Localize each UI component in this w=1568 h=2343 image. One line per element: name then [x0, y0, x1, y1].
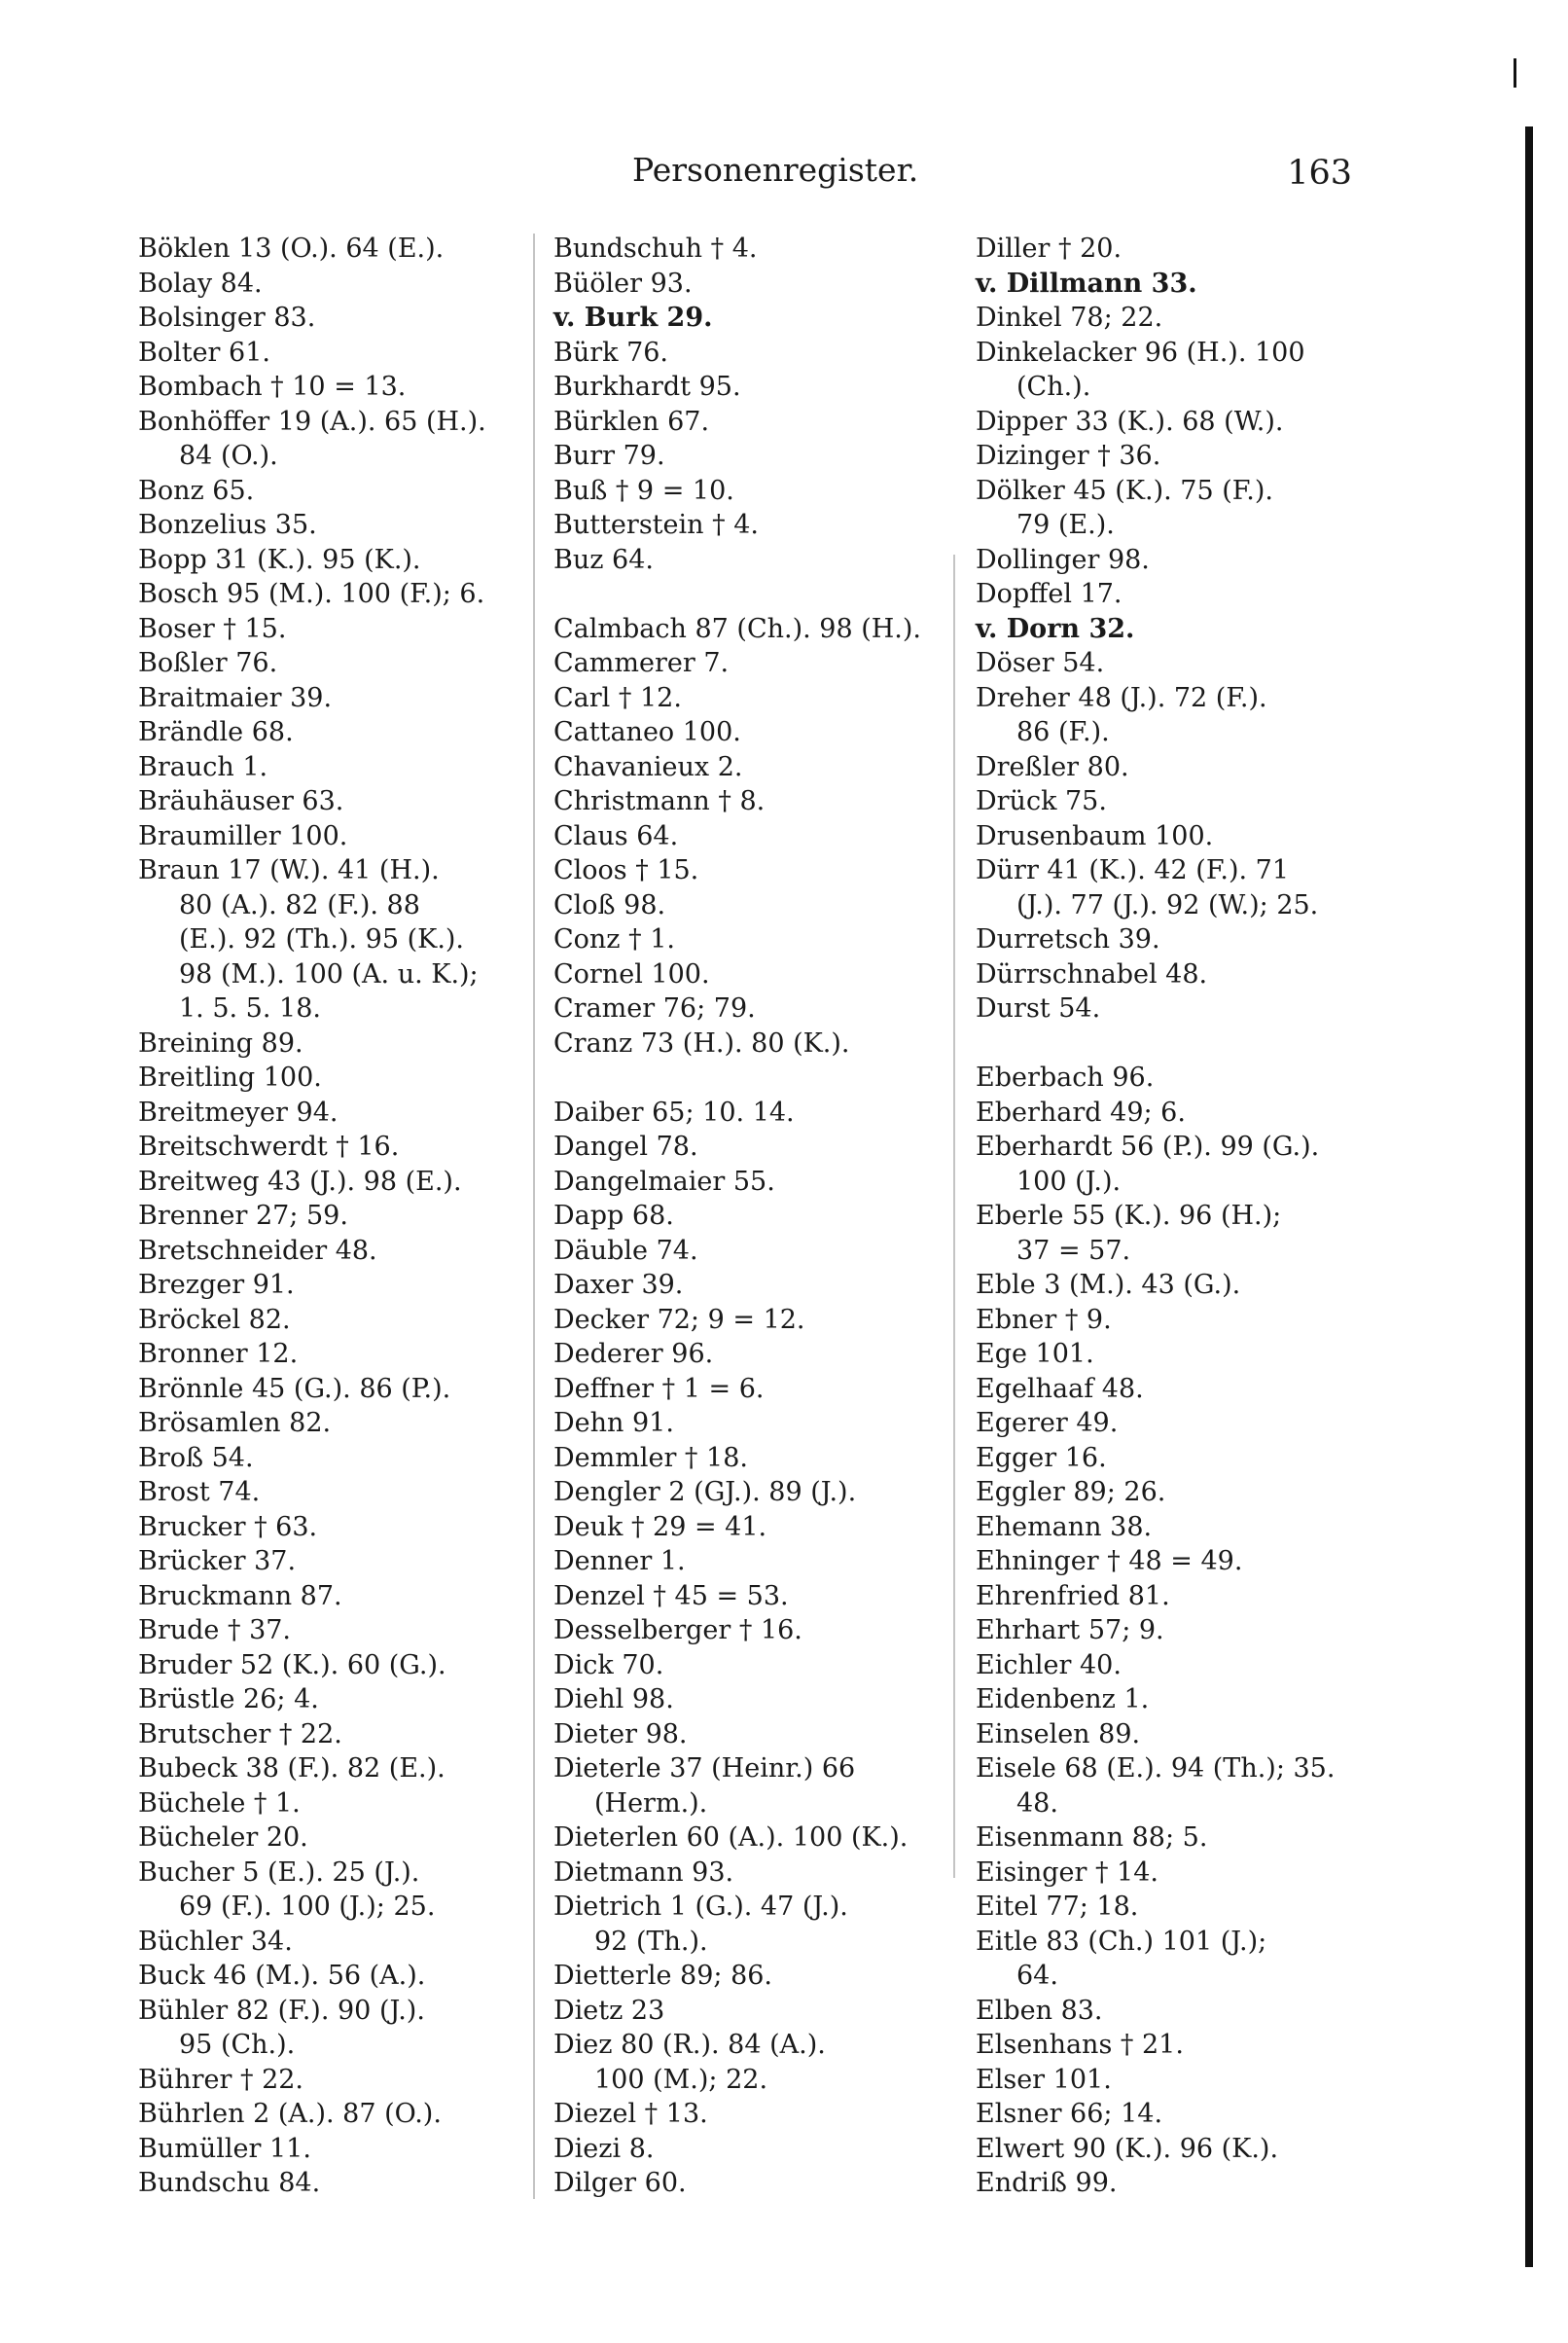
index-entry: Elwert 90 (K.). 96 (K.).	[976, 2133, 1279, 2164]
index-entry: Dangel 78.	[553, 1132, 698, 1162]
index-entry: Ebner † 9.	[976, 1304, 1112, 1335]
index-entry: Brönnle 45 (G.). 86 (P.).	[138, 1373, 451, 1404]
index-entry: Bolay 84.	[138, 268, 263, 299]
index-entry: Einselen 89.	[976, 1718, 1141, 1749]
index-entry: Bundschuh † 4.	[553, 234, 758, 264]
index-entry: Daiber 65; 10. 14.	[553, 1097, 795, 1128]
index-entry-continuation: 86 (F.).	[1016, 717, 1110, 747]
index-entry-continuation: 69 (F.). 100 (J.); 25.	[179, 1892, 436, 1922]
index-entry: Dopffel 17.	[976, 579, 1123, 609]
index-entry: Eberhard 49; 6.	[976, 1097, 1186, 1128]
index-entry: Cornel 100.	[553, 958, 710, 990]
index-entry: Dürrschnabel 48.	[976, 958, 1208, 990]
index-entry: Bücheler 20.	[138, 1822, 308, 1853]
index-entry: Egelhaaf 48.	[976, 1373, 1144, 1404]
scan-border	[1525, 126, 1533, 2267]
column-rule-left	[533, 234, 535, 2199]
index-entry: Bronner 12.	[138, 1339, 299, 1369]
index-entry-continuation: (Ch.).	[1016, 372, 1091, 402]
index-entry-continuation: (J.). 77 (J.). 92 (W.); 25.	[1016, 889, 1319, 920]
index-entry: Brösamlen 82.	[138, 1408, 332, 1438]
index-entry: Dürr 41 (K.). 42 (F.). 71	[976, 855, 1289, 885]
index-entry: Burkhardt 95.	[553, 372, 741, 402]
index-entry: Eitle 83 (Ch.) 101 (J.);	[976, 1926, 1267, 1957]
index-entry: Brucker † 63.	[138, 1511, 318, 1542]
index-entry: Braitmaier 39.	[138, 682, 333, 713]
index-entry: Döser 54.	[976, 648, 1105, 678]
page-number: 163	[1287, 154, 1352, 193]
index-entry-continuation: 100 (M.); 22.	[594, 2064, 768, 2095]
index-entry: Durst 54.	[976, 993, 1101, 1024]
index-entry-continuation: 79 (E.).	[1016, 510, 1115, 540]
index-column-2	[553, 232, 943, 2201]
index-entry: Dederer 96.	[553, 1339, 714, 1369]
index-entry: Eggler 89; 26.	[976, 1477, 1166, 1507]
index-entry: Eisinger † 14.	[976, 1856, 1158, 1888]
index-entry: Bopp 31 (K.). 95 (K.).	[138, 544, 421, 575]
index-entry: Dietterle 89; 86.	[553, 1961, 773, 1991]
index-entry: Brüstle 26; 4.	[138, 1684, 319, 1714]
index-entry: Breining 89.	[138, 1027, 303, 1059]
index-entry: Dieterle 37 (Heinr.) 66	[553, 1753, 856, 1784]
index-entry: Dreßler 80.	[976, 751, 1129, 782]
index-entry: Dengler 2 (GJ.). 89 (J.).	[553, 1477, 857, 1507]
index-entry: v. Burk 29.	[553, 303, 713, 333]
index-entry: Dietrich 1 (G.). 47 (J.).	[553, 1892, 848, 1922]
index-entry: Ehrenfried 81.	[976, 1580, 1170, 1611]
index-entry: Decker 72; 9 = 12.	[553, 1304, 805, 1335]
index-entry: Deuk † 29 = 41.	[553, 1511, 767, 1542]
index-entry: Elser 101.	[976, 2064, 1112, 2095]
index-entry: Desselberger † 16.	[553, 1615, 802, 1645]
index-entry-continuation: 98 (M.). 100 (A. u. K.);	[179, 958, 479, 990]
index-entry: Buz 64.	[553, 544, 654, 575]
index-entry: Dizinger † 36.	[976, 441, 1161, 471]
index-entry: Elben 83.	[976, 1995, 1103, 2026]
index-entry: Bretschneider 48.	[138, 1235, 377, 1266]
index-entry-continuation: 64.	[1016, 1961, 1058, 1991]
index-entry: Dietz 23	[553, 1995, 665, 2026]
index-entry: Dinkelacker 96 (H.). 100	[976, 337, 1305, 368]
index-entry: Deffner † 1 = 6.	[553, 1373, 765, 1404]
section-gap	[553, 1061, 943, 1096]
index-entry: Cloos † 15.	[553, 855, 699, 885]
index-entry: Büchler 34.	[138, 1926, 293, 1957]
index-entry: Bolter 61.	[138, 337, 270, 368]
index-entry: v. Dillmann 33.	[976, 268, 1197, 299]
index-entry: Bruckmann 87.	[138, 1580, 342, 1611]
index-entry: Bucher 5 (E.). 25 (J.).	[138, 1856, 420, 1888]
index-entry: Ehemann 38.	[976, 1511, 1153, 1542]
index-entry: Cramer 76; 79.	[553, 993, 756, 1024]
index-entry: Denzel † 45 = 53.	[553, 1580, 789, 1611]
index-entry-continuation: 84 (O.).	[179, 441, 278, 471]
index-entry: Drück 75.	[976, 786, 1107, 816]
index-entry: Dinkel 78; 22.	[976, 303, 1163, 333]
index-entry: Bosch 95 (M.). 100 (F.); 6.	[138, 579, 485, 609]
index-entry: Bombach † 10 = 13.	[138, 372, 407, 402]
index-entry: Bräuhäuser 63.	[138, 786, 344, 816]
index-entry: Butterstein † 4.	[553, 510, 759, 540]
index-entry: Bubeck 38 (F.). 82 (E.).	[138, 1753, 445, 1784]
index-entry: Büchele † 1.	[138, 1787, 301, 1819]
index-column-1	[138, 232, 522, 2201]
index-entry-continuation: 37 = 57.	[1016, 1235, 1131, 1266]
index-entry: Bumüller 11.	[138, 2133, 311, 2164]
index-entry: Bröckel 82.	[138, 1304, 291, 1335]
index-entry: Dangelmaier 55.	[553, 1166, 775, 1197]
index-entry: Cloß 98.	[553, 889, 666, 920]
index-entry: Bonhöffer 19 (A.). 65 (H.).	[138, 406, 486, 437]
index-entry: Ehrhart 57; 9.	[976, 1615, 1164, 1645]
index-entry: Cranz 73 (H.). 80 (K.).	[553, 1027, 850, 1059]
index-entry: Ege 101.	[976, 1339, 1094, 1369]
index-entry: Endriß 99.	[976, 2168, 1118, 2198]
index-entry: Brenner 27; 59.	[138, 1201, 348, 1231]
index-entry: Brändle 68.	[138, 717, 294, 747]
index-entry: Burr 79.	[553, 441, 665, 471]
index-entry: Eidenbenz 1.	[976, 1684, 1150, 1714]
index-entry-continuation: (Herm.).	[594, 1787, 708, 1819]
index-entry: Brude † 37.	[138, 1615, 292, 1645]
section-gap	[553, 577, 943, 612]
index-entry-continuation: 80 (A.). 82 (F.). 88	[179, 889, 420, 920]
index-entry: Chavanieux 2.	[553, 751, 743, 782]
index-entry: Claus 64.	[553, 820, 679, 851]
index-entry: Eitel 77; 18.	[976, 1892, 1139, 1922]
index-entry: Brücker 37.	[138, 1546, 297, 1576]
section-gap	[976, 1027, 1365, 1062]
index-entry-continuation: 95 (Ch.).	[179, 2030, 296, 2060]
index-entry-continuation: (E.). 92 (Th.). 95 (K.).	[179, 924, 465, 955]
index-entry: Braumiller 100.	[138, 820, 348, 851]
index-entry: Brutscher † 22.	[138, 1718, 342, 1749]
index-entry: Dehn 91.	[553, 1408, 674, 1438]
index-entry: Demmler † 18.	[553, 1442, 748, 1473]
index-entry: Buck 46 (M.). 56 (A.).	[138, 1961, 426, 1991]
index-entry: Breitschwerdt † 16.	[138, 1132, 400, 1162]
index-entry: Dieterlen 60 (A.). 100 (K.).	[553, 1822, 909, 1853]
index-entry-continuation: 92 (Th.).	[594, 1926, 708, 1957]
index-entry: Eichler 40.	[976, 1649, 1122, 1680]
index-entry: Elsenhans † 21.	[976, 2030, 1184, 2060]
index-entry: Carl † 12.	[553, 682, 682, 713]
index-entry: Eberle 55 (K.). 96 (H.);	[976, 1201, 1282, 1231]
index-entry: Calmbach 87 (Ch.). 98 (H.).	[553, 613, 921, 644]
index-entry: Christmann † 8.	[553, 786, 766, 816]
index-entry: Cammerer 7.	[553, 648, 730, 678]
index-entry: Dick 70.	[553, 1649, 664, 1680]
index-entry: Bonz 65.	[138, 475, 255, 506]
index-entry: Dipper 33 (K.). 68 (W.).	[976, 406, 1284, 437]
index-entry: Bolsinger 83.	[138, 303, 316, 333]
index-entry: Dollinger 98.	[976, 544, 1150, 575]
index-entry: Egger 16.	[976, 1442, 1107, 1473]
index-entry: Egerer 49.	[976, 1408, 1119, 1438]
index-entry: Dieter 98.	[553, 1718, 688, 1749]
index-entry: Böklen 13 (O.). 64 (E.).	[138, 234, 445, 264]
index-entry: Boser † 15.	[138, 613, 287, 644]
index-entry: Däuble 74.	[553, 1235, 698, 1266]
index-entry: Eberhardt 56 (P.). 99 (G.).	[976, 1132, 1320, 1162]
index-entry: Brezger 91.	[138, 1270, 295, 1300]
index-entry: Boßler 76.	[138, 648, 278, 678]
index-entry: Dreher 48 (J.). 72 (F.).	[976, 682, 1267, 713]
index-entry: Eble 3 (M.). 43 (G.).	[976, 1270, 1241, 1300]
index-entry: Drusenbaum 100.	[976, 820, 1214, 851]
index-entry: Elsner 66; 14.	[976, 2099, 1163, 2129]
index-entry: Breitweg 43 (J.). 98 (E.).	[138, 1166, 462, 1197]
index-entry: Bruder 52 (K.). 60 (G.).	[138, 1649, 446, 1680]
index-entry: Breitmeyer 94.	[138, 1097, 339, 1128]
index-entry: Cattaneo 100.	[553, 717, 741, 747]
scan-border-tick	[1514, 58, 1516, 88]
index-entry: Diez 80 (R.). 84 (A.).	[553, 2030, 826, 2060]
index-column-3	[976, 232, 1365, 2201]
index-entry: Bührlen 2 (A.). 87 (O.).	[138, 2099, 442, 2129]
index-entry: Bonzelius 35.	[138, 510, 317, 540]
index-entry: Ehninger † 48 = 49.	[976, 1546, 1243, 1576]
index-entry: v. Dorn 32.	[976, 613, 1135, 644]
index-entry: Diezel † 13.	[553, 2099, 708, 2129]
index-entry: Denner 1.	[553, 1546, 686, 1576]
index-entry: Dapp 68.	[553, 1201, 674, 1231]
index-entry: Braun 17 (W.). 41 (H.).	[138, 855, 440, 885]
index-entry: Brauch 1.	[138, 751, 268, 782]
index-entry: Dilger 60.	[553, 2168, 687, 2198]
page-title: Personenregister.	[632, 151, 919, 189]
index-entry: Eisele 68 (E.). 94 (Th.); 35.	[976, 1753, 1336, 1784]
index-entry: Conz † 1.	[553, 924, 675, 955]
index-entry: Eisenmann 88; 5.	[976, 1822, 1208, 1853]
index-entry: Dietmann 93.	[553, 1856, 734, 1888]
index-entry: Dölker 45 (K.). 75 (F.).	[976, 475, 1273, 506]
index-entry: Eberbach 96.	[976, 1063, 1155, 1093]
index-entry: Breitling 100.	[138, 1063, 322, 1093]
index-entry: Bührer † 22.	[138, 2064, 304, 2095]
index-entry: Diehl 98.	[553, 1684, 674, 1714]
index-entry: Durretsch 39.	[976, 924, 1160, 955]
index-entry: Bürklen 67.	[553, 406, 710, 437]
index-entry: Broß 54.	[138, 1442, 254, 1473]
index-entry: Bühler 82 (F.). 90 (J.).	[138, 1995, 425, 2026]
index-entry-continuation: 48.	[1016, 1787, 1058, 1819]
index-entry: Büöler 93.	[553, 268, 693, 299]
index-entry: Daxer 39.	[553, 1270, 684, 1300]
index-entry: Bürk 76.	[553, 337, 669, 368]
index-entry-continuation: 1. 5. 5. 18.	[179, 993, 321, 1024]
index-entry: Diezi 8.	[553, 2133, 655, 2164]
column-rule-right	[953, 555, 955, 1878]
index-entry: Brost 74.	[138, 1477, 261, 1507]
index-entry: Diller † 20.	[976, 234, 1123, 264]
index-entry: Bundschu 84.	[138, 2168, 321, 2198]
index-entry-continuation: 100 (J.).	[1016, 1166, 1122, 1197]
index-entry: Buß † 9 = 10.	[553, 475, 734, 506]
